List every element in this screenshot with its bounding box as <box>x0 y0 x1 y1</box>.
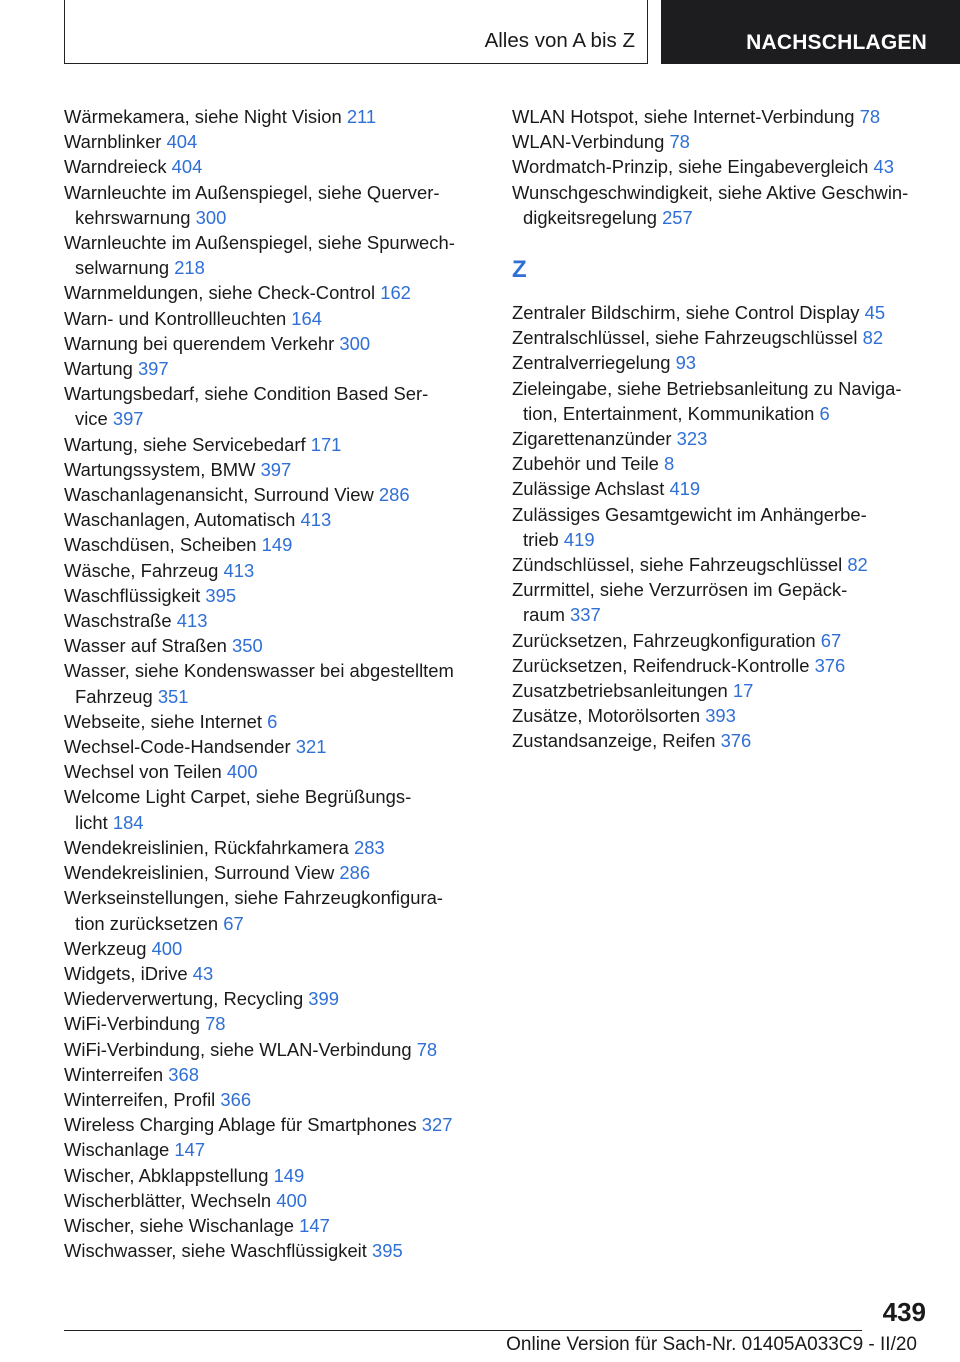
index-entry <box>512 451 932 476</box>
index-entry <box>64 1188 484 1213</box>
index-entry-text: Wischwasser, siehe Waschflüssigkeit <box>64 1240 367 1262</box>
page-reference-link[interactable]: 93 <box>675 352 697 374</box>
index-entry-text: Wartung <box>64 358 133 380</box>
index-entry-text: Zubehör und Teile <box>512 453 659 475</box>
index-entry <box>512 653 932 678</box>
page-reference-link[interactable]: 78 <box>416 1038 438 1060</box>
page-reference-link[interactable]: 283 <box>353 836 385 858</box>
page-reference-link[interactable]: 337 <box>570 604 601 626</box>
index-entry <box>64 709 484 734</box>
index-entry <box>512 628 932 653</box>
page-reference-link[interactable]: 397 <box>260 458 292 480</box>
index-entry-text: digkeitsregelung <box>523 206 657 228</box>
page-reference-link[interactable]: 78 <box>859 106 881 127</box>
index-entry <box>64 885 484 935</box>
page-reference-link[interactable]: 211 <box>346 106 377 127</box>
page-reference-link[interactable]: 78 <box>205 1013 226 1035</box>
index-entry <box>64 633 484 658</box>
index-entry-text: Warnblinker <box>64 131 162 153</box>
page-reference-link[interactable]: 6 <box>819 402 830 424</box>
index-entry-text: Wiederverwertung, Recycling <box>64 988 304 1010</box>
index-entry <box>64 432 484 457</box>
index-entry <box>512 703 932 728</box>
index-entry-text: Wischer, siehe Wischanlage <box>64 1214 294 1236</box>
page-reference-link[interactable]: 393 <box>705 705 736 727</box>
page-reference-link[interactable]: 395 <box>372 1240 403 1262</box>
page-reference-link[interactable]: 147 <box>174 1139 206 1161</box>
index-entry-text: Waschflüssigkeit <box>64 584 201 606</box>
index-entry-text: Wischanlage <box>64 1139 170 1161</box>
page-reference-link[interactable]: 8 <box>664 453 675 475</box>
page-reference-link[interactable]: 6 <box>267 710 278 732</box>
index-entry-text: Zulässige Achslast <box>512 478 665 500</box>
page-reference-link[interactable]: 286 <box>378 484 410 506</box>
index-entry <box>64 381 484 431</box>
index-entry <box>64 784 484 834</box>
index-entry <box>64 1112 484 1137</box>
index-entry-text: Fahrzeug <box>75 685 153 707</box>
index-entry-text: Zulässiges Gesamtgewicht im Anhängerbe- <box>512 503 867 525</box>
index-entry-text: Wireless Charging Ablage für Smartphones <box>64 1114 417 1136</box>
index-entry-text: Werkseinstellungen, siehe Fahrzeugkonfigura- <box>64 887 443 909</box>
page-reference-link[interactable]: 404 <box>171 156 203 178</box>
online-version-note: Online Version für Sach-Nr. 01405A033C9 - II/20 <box>506 1334 917 1355</box>
page-reference-link[interactable]: 43 <box>873 156 895 178</box>
index-entry <box>512 502 932 552</box>
page-reference-link[interactable]: 171 <box>310 433 342 455</box>
index-column-right <box>512 104 932 754</box>
chapter-title: NACHSCHLAGEN <box>746 31 927 54</box>
index-entry-text: Warndreieck <box>64 156 167 178</box>
page-reference-link[interactable]: 149 <box>273 1164 305 1186</box>
index-entry-text: WiFi-Verbindung <box>64 1013 200 1035</box>
page-reference-link[interactable]: 395 <box>205 584 237 606</box>
page-reference-link[interactable]: 366 <box>220 1088 252 1110</box>
index-entry <box>64 306 484 331</box>
page-reference-link[interactable]: 376 <box>814 654 846 676</box>
index-entry <box>64 129 484 154</box>
index-entry-text: Wendekreislinien, Surround View <box>64 862 335 884</box>
index-entry <box>512 476 932 501</box>
page-reference-link[interactable]: 419 <box>563 528 595 550</box>
index-entry <box>64 1213 484 1238</box>
index-entry-text: Welcome Light Carpet, siehe Begrüßungs- <box>64 786 412 808</box>
index-entry-text: Wasser, siehe Kondenswasser bei abgestelltem <box>64 660 454 682</box>
page-reference-link[interactable]: 397 <box>137 358 169 380</box>
index-entry <box>512 678 932 703</box>
footer-divider <box>64 1330 862 1331</box>
index-entry-text: Waschanlagen, Automatisch <box>64 509 296 531</box>
page-number: 439 <box>882 1297 926 1327</box>
index-entry-text: tion, Entertainment, Kommunikation <box>523 402 815 424</box>
page-reference-link[interactable]: 147 <box>299 1214 330 1236</box>
page-reference-link[interactable]: 400 <box>226 761 258 783</box>
index-entry <box>64 482 484 507</box>
index-entry-text: Wartung, siehe Servicebedarf <box>64 433 306 455</box>
index-entry <box>64 658 484 708</box>
index-entry-text: Zustandsanzeige, Reifen <box>512 730 716 752</box>
index-entry <box>64 835 484 860</box>
index-entry <box>64 104 484 129</box>
page-reference-link[interactable]: 43 <box>192 962 214 984</box>
index-entry <box>64 180 484 230</box>
index-entry-text: trieb <box>523 528 559 550</box>
page-reference-link[interactable]: 82 <box>847 554 868 576</box>
index-entry-text: Zentraler Bildschirm, siehe Control Display <box>512 302 860 324</box>
index-entry <box>512 129 932 154</box>
index-entry <box>512 577 932 627</box>
index-entry <box>64 1163 484 1188</box>
page-reference-link[interactable]: 257 <box>662 206 693 228</box>
page-reference-link[interactable]: 413 <box>223 559 255 581</box>
page-reference-link[interactable]: 218 <box>174 257 205 279</box>
index-entry <box>64 507 484 532</box>
index-entry-text: WiFi-Verbindung, siehe WLAN-Verbindung <box>64 1038 412 1060</box>
index-entry-text: Wendekreislinien, Rückfahrkamera <box>64 836 349 858</box>
page-reference-link[interactable]: 300 <box>339 332 371 354</box>
page-reference-link[interactable]: 321 <box>295 736 327 758</box>
page-reference-link[interactable]: 397 <box>112 408 144 430</box>
page-reference-link[interactable]: 400 <box>151 937 183 959</box>
index-entry-text: Zusätze, Motorölsorten <box>512 705 701 727</box>
index-entry-text: Werkzeug <box>64 937 147 959</box>
index-entry-text: Wäsche, Fahrzeug <box>64 559 219 581</box>
page-reference-link[interactable]: 17 <box>732 680 754 702</box>
index-entry-text: Winterreifen, Profil <box>64 1088 216 1110</box>
page-reference-link[interactable]: 400 <box>276 1189 307 1211</box>
index-entry <box>64 759 484 784</box>
index-entry-text: Webseite, siehe Internet <box>64 710 262 732</box>
page-reference-link[interactable]: 327 <box>421 1114 453 1136</box>
index-entry-text: Warnleuchte im Außenspiegel, siehe Spurwech- <box>64 232 455 254</box>
index-entry <box>64 532 484 557</box>
index-entry <box>64 1137 484 1162</box>
index-entry-text: Warnleuchte im Außenspiegel, siehe Querver- <box>64 181 440 203</box>
index-entry-text: Wunschgeschwindigkeit, siehe Aktive Geschwin- <box>512 181 909 203</box>
page-reference-link[interactable]: 184 <box>112 811 144 833</box>
index-entry-text: Wechsel-Code-Handsender <box>64 736 291 758</box>
index-entry <box>64 608 484 633</box>
index-entry <box>64 961 484 986</box>
page-reference-link[interactable]: 286 <box>339 862 371 884</box>
index-entry-text: Zurücksetzen, Reifendruck-Kontrolle <box>512 654 810 676</box>
page-reference-link[interactable]: 67 <box>820 629 842 651</box>
page-reference-link[interactable]: 45 <box>864 302 886 324</box>
index-entry-text: Wärmekamera, siehe Night Vision <box>64 106 342 127</box>
index-entry-text: Warnmeldungen, siehe Check-Control <box>64 282 376 304</box>
index-entry <box>64 457 484 482</box>
index-entry <box>64 1011 484 1036</box>
index-entry-text: Winterreifen <box>64 1063 164 1085</box>
page-reference-link[interactable]: 376 <box>720 730 752 752</box>
index-entry <box>512 104 932 129</box>
page-reference-link[interactable]: 399 <box>308 988 339 1010</box>
index-entry <box>64 986 484 1011</box>
index-entry <box>512 426 932 451</box>
index-group-w <box>512 104 932 230</box>
index-entry-text: Zieleingabe, siehe Betriebsanleitung zu Naviga- <box>512 377 902 399</box>
index-entry-text: Zentralverriegelung <box>512 352 671 374</box>
index-entry-text: Wischerblätter, Wechseln <box>64 1189 272 1211</box>
page-reference-link[interactable]: 149 <box>261 534 293 556</box>
index-entry <box>64 230 484 280</box>
index-entry <box>64 583 484 608</box>
index-entry-text: Wasser auf Straßen <box>64 635 227 657</box>
index-entry <box>512 728 932 753</box>
page-reference-link[interactable]: 300 <box>195 206 227 228</box>
index-entry-text: Zigarettenanzünder <box>512 428 672 450</box>
page-reference-link[interactable]: 404 <box>166 131 198 153</box>
index-entry <box>512 376 932 426</box>
index-entry-text: Warn- und Kontrollleuchten <box>64 307 287 329</box>
index-entry-text: kehrswarnung <box>75 206 191 228</box>
index-entry <box>64 280 484 305</box>
header-chapter-tab <box>661 0 960 64</box>
letter-heading-z: Z <box>512 256 527 284</box>
index-entry <box>512 180 932 230</box>
index-entry-text: Wordmatch-Prinzip, siehe Eingabevergleich <box>512 156 869 178</box>
index-column-left <box>64 104 484 1263</box>
index-entry-text: tion zurücksetzen <box>75 912 219 934</box>
index-entry <box>64 154 484 179</box>
index-entry-text: Wischer, Abklappstellung <box>64 1164 269 1186</box>
header-section-box <box>64 0 648 64</box>
index-entry-text: Zündschlüssel, siehe Fahrzeugschlüssel <box>512 554 843 576</box>
index-entry-text: selwarnung <box>75 257 170 279</box>
index-entry <box>512 325 932 350</box>
index-entry-text: WLAN-Verbindung <box>512 131 665 153</box>
page-reference-link[interactable]: 350 <box>231 635 263 657</box>
index-entry-text: raum <box>523 604 565 626</box>
index-entry-text: Warnung bei querendem Verkehr <box>64 332 335 354</box>
index-entry-text: Waschdüsen, Scheiben <box>64 534 257 556</box>
index-entry <box>64 356 484 381</box>
index-entry <box>64 1062 484 1087</box>
index-entry <box>64 1087 484 1112</box>
index-entry <box>512 552 932 577</box>
index-entry-text: Zurrmittel, siehe Verzurrösen im Gepäck- <box>512 579 848 601</box>
index-entry <box>64 1037 484 1062</box>
section-title: Alles von A bis Z <box>484 29 635 52</box>
index-entry-text: Zusatzbetriebsanleitungen <box>512 680 728 702</box>
page-reference-link[interactable]: 351 <box>157 685 189 707</box>
page-reference-link[interactable]: 413 <box>300 509 332 531</box>
index-entry-text: WLAN Hotspot, siehe Internet-Verbindung <box>512 106 855 127</box>
page-reference-link[interactable]: 82 <box>862 327 884 349</box>
index-entry <box>512 350 932 375</box>
page-reference-link[interactable]: 419 <box>669 478 701 500</box>
index-entry-text: Zurücksetzen, Fahrzeugkonfiguration <box>512 629 816 651</box>
page-reference-link[interactable]: 164 <box>291 307 322 329</box>
page-reference-link[interactable]: 67 <box>223 912 244 934</box>
index-entry <box>64 558 484 583</box>
index-entry-text: vice <box>75 408 108 430</box>
index-group-z <box>512 300 932 754</box>
page-reference-link[interactable]: 323 <box>676 428 708 450</box>
index-entry-text: licht <box>75 811 108 833</box>
index-entry <box>64 860 484 885</box>
index-entry <box>64 1238 484 1263</box>
index-entry <box>512 154 932 179</box>
page-reference-link[interactable]: 78 <box>669 131 690 153</box>
index-entry <box>512 300 932 325</box>
index-entry <box>64 734 484 759</box>
index-entry <box>64 331 484 356</box>
index-entry <box>64 936 484 961</box>
index-entry-text: Wartungsbedarf, siehe Condition Based Ser- <box>64 383 429 405</box>
index-entry-text: Waschanlagenansicht, Surround View <box>64 484 374 506</box>
index-entry-text: Waschstraße <box>64 610 172 632</box>
page-reference-link[interactable]: 368 <box>168 1063 199 1085</box>
page-reference-link[interactable]: 413 <box>176 610 208 632</box>
index-entry-text: Wechsel von Teilen <box>64 761 222 783</box>
index-entry-text: Widgets, iDrive <box>64 962 188 984</box>
page-reference-link[interactable]: 162 <box>380 282 411 304</box>
index-entry-text: Wartungssystem, BMW <box>64 458 256 480</box>
index-entry-text: Zentralschlüssel, siehe Fahrzeugschlüssel <box>512 327 858 349</box>
